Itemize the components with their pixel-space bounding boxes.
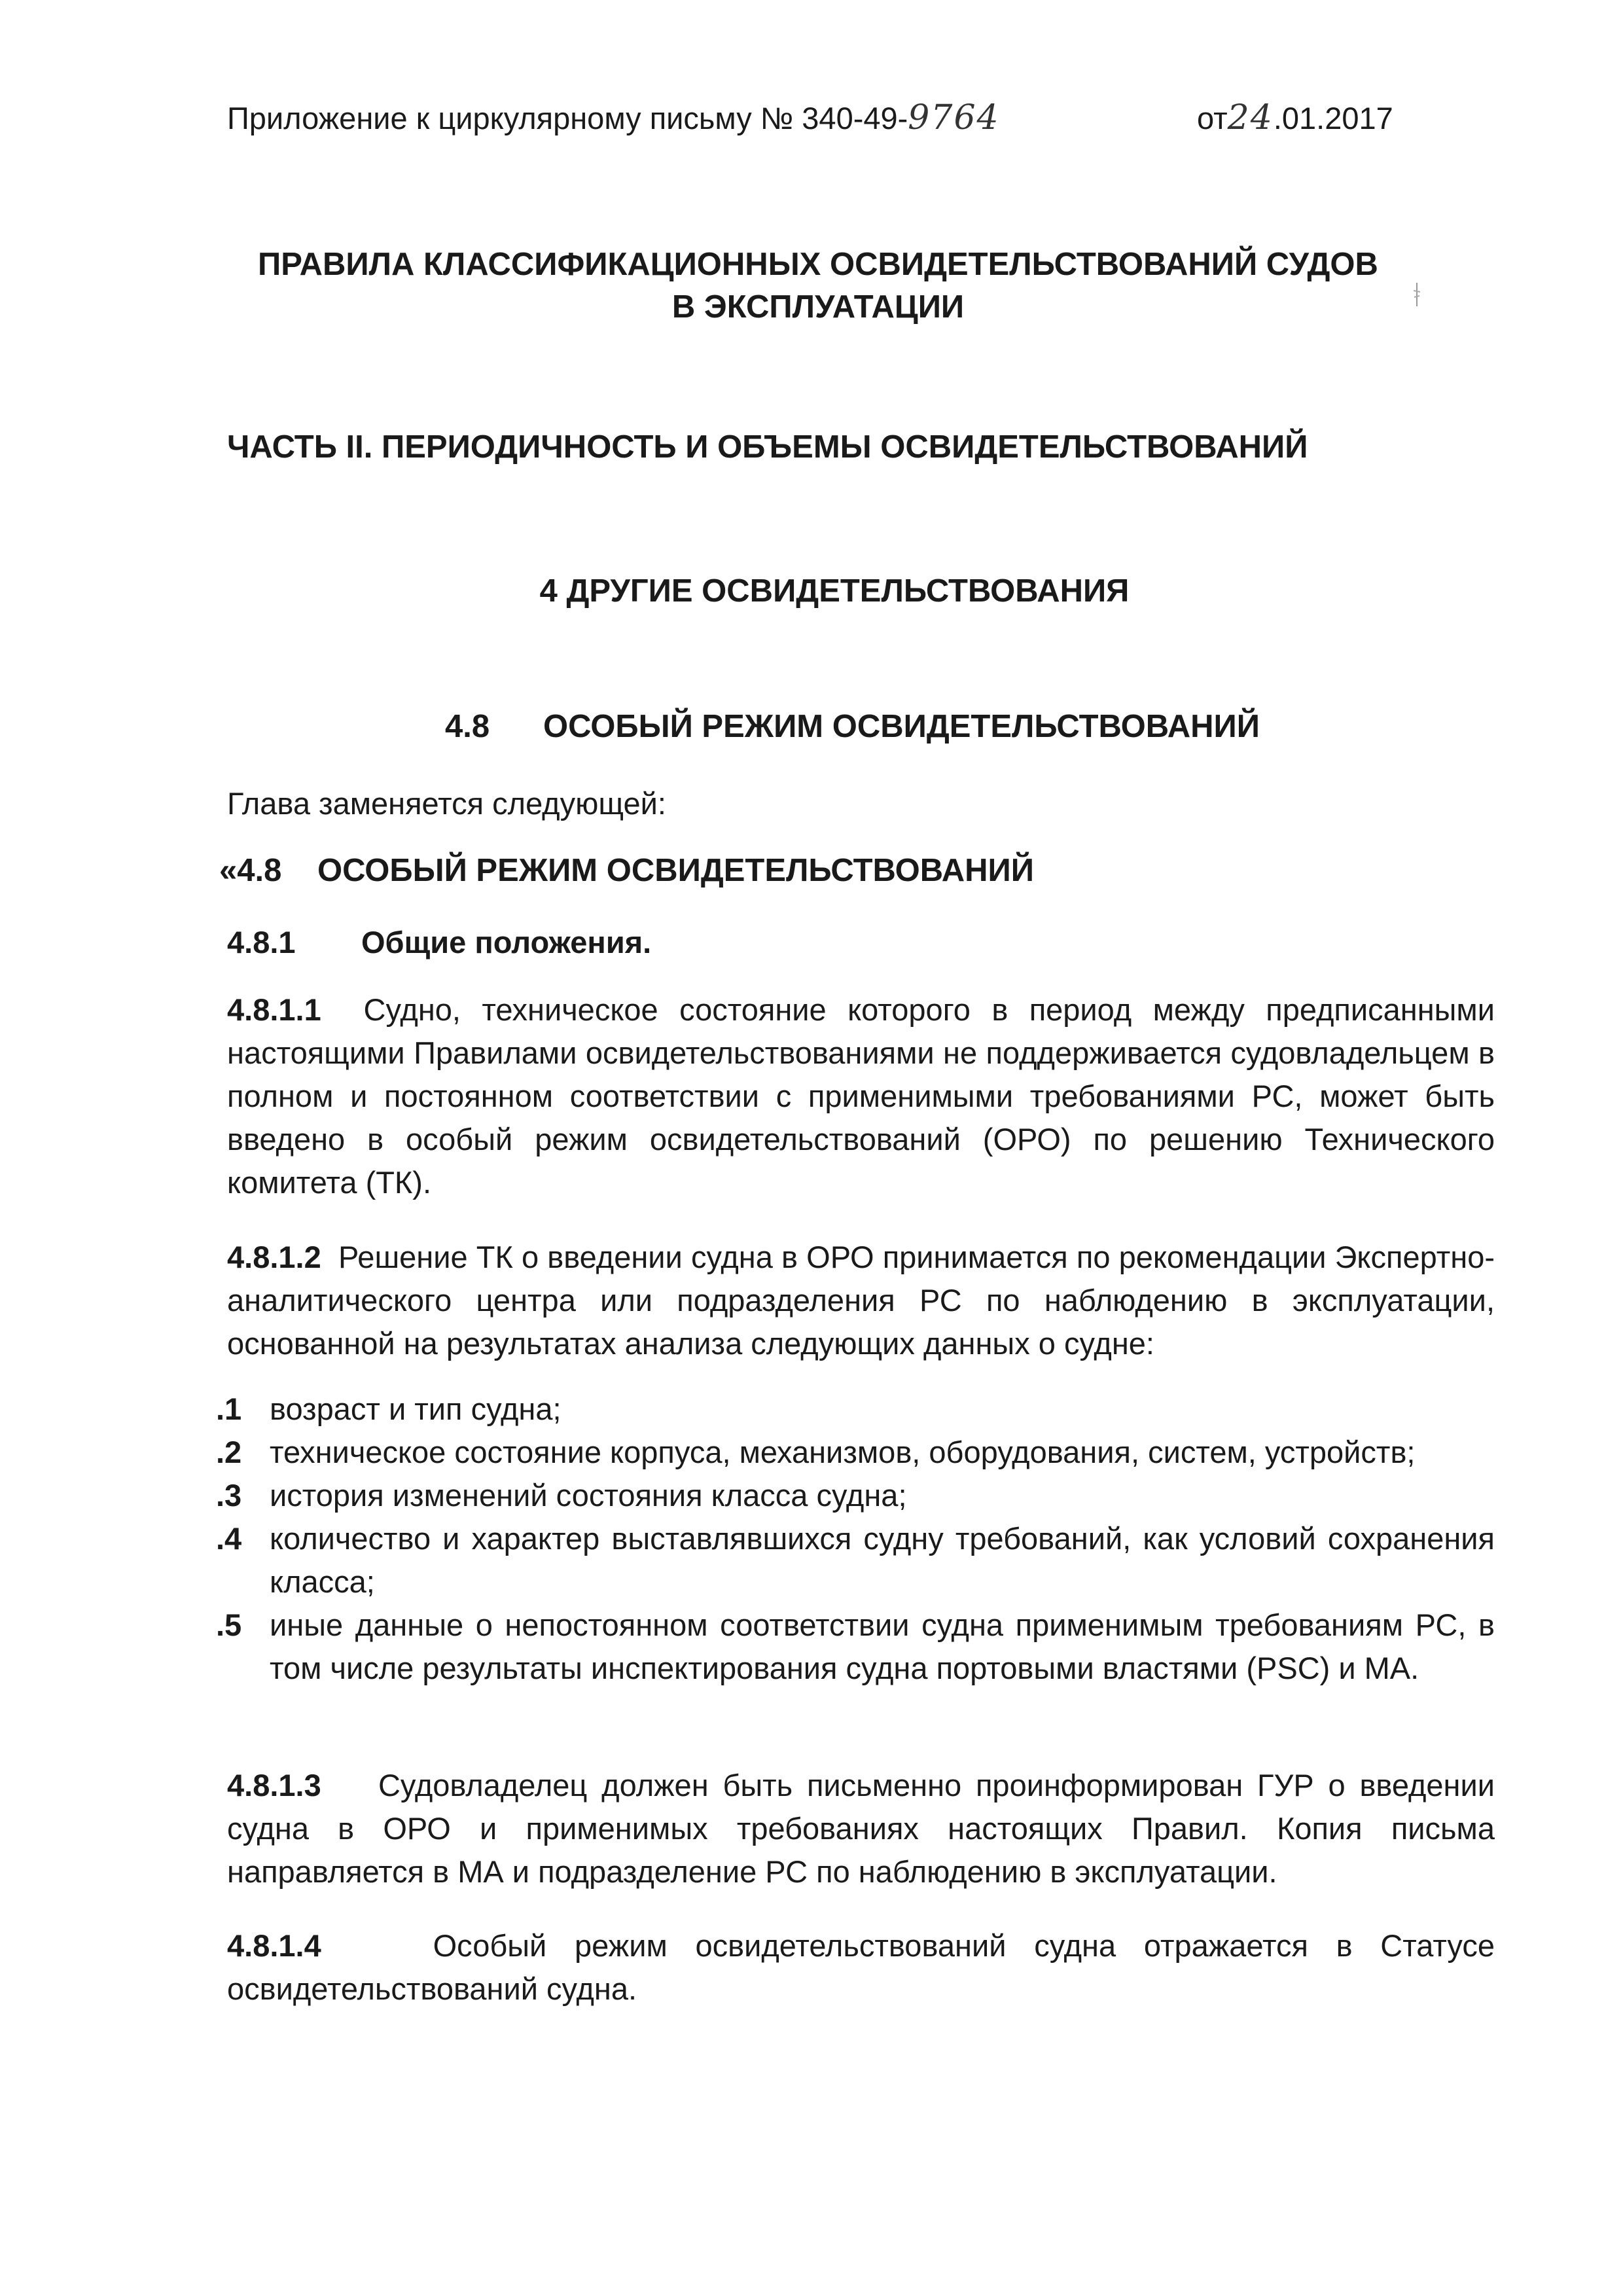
date-rest: .01.2017 [1273, 101, 1393, 135]
paragraph-number: 4.8.1.4 [227, 1928, 321, 1963]
list-item-text: история изменений состояния класса судна; [270, 1478, 907, 1513]
list-item [216, 1474, 1495, 1517]
quoted-subsection-heading [219, 852, 1034, 889]
part-heading: ЧАСТЬ II. ПЕРИОДИЧНОСТЬ И ОБЪЕМЫ ОСВИДЕТЕЛЬСТВОВАНИЙ [227, 429, 1308, 465]
quoted-subsection-title: ОСОБЫЙ РЕЖИМ ОСВИДЕТЕЛЬСТВОВАНИЙ [317, 853, 1034, 888]
paragraph-4-8-1-2 [227, 1236, 1495, 1365]
subsection-title: ОСОБЫЙ РЕЖИМ ОСВИДЕТЕЛЬСТВОВАНИЙ [543, 709, 1260, 744]
list-item-marker: .5 [216, 1607, 242, 1642]
paragraph-number: 4.8.1.1 [227, 992, 321, 1027]
document-title [196, 243, 1440, 329]
header-text: Приложение к циркулярному письму № 340-49- [227, 101, 908, 135]
title-line-2: В ЭКСПЛУАТАЦИИ [671, 289, 965, 325]
paragraph-text: Судовладелец должен быть письменно проинформирован ГУР о введении судна в ОРО и применимых требованиях настоящих Правил. Копия письма направляется в МА и подразделение РС по наблюдению в эксплуатации. [227, 1768, 1495, 1889]
paragraph-4-8-1-3 [227, 1764, 1495, 1893]
subsection-heading [445, 708, 1260, 745]
list-item-text: возраст и тип судна; [270, 1391, 562, 1426]
paragraph-text: Особый режим освидетельствований судна отражается в Статусе освидетельствований судна. [227, 1928, 1495, 2006]
paragraph-number: 4.8.1.3 [227, 1768, 321, 1803]
list-item-marker: .3 [216, 1478, 242, 1513]
list-item [216, 1517, 1495, 1604]
intro-text: Глава заменяется следующей: [227, 786, 666, 821]
handwritten-date-day: 24 [1227, 98, 1274, 137]
list-item [216, 1431, 1495, 1474]
paragraph-text: Судно, техническое состояние которого в период между предписанными настоящими Правилами освидетельствованиями не поддерживается судовладельцем в полном и постоянном соответствии с применимыми требованиями РС, может быть введено в особый режим освидетельствований (ОРО) по решению Технического комитета (ТК). [227, 992, 1495, 1200]
handwritten-letter-number: 9764 [908, 98, 1000, 137]
paragraph-text: Решение ТК о введении судна в ОРО принимается по рекомендации Экспертно-аналитического центра или подразделения РС по наблюдению в эксплуатации, основанной на результатах анализа следующих данных о судне: [227, 1240, 1495, 1361]
general-provisions-heading [227, 924, 651, 960]
list-item-marker: .4 [216, 1521, 242, 1556]
subsection-number: 4.8 [445, 709, 490, 744]
list-item-text: техническое состояние корпуса, механизмов, оборудования, систем, устройств; [270, 1435, 1416, 1469]
criteria-list [216, 1388, 1495, 1690]
header-date [1197, 98, 1393, 137]
title-line-1: ПРАВИЛА КЛАССИФИКАЦИОННЫХ ОСВИДЕТЕЛЬСТВОВАНИЙ СУДОВ [258, 247, 1378, 282]
list-item [216, 1604, 1495, 1690]
list-item-text: иные данные о непостоянном соответствии судна применимым требованиям РС, в том числе результаты инспектирования судна портовыми властями (PSC) и МА. [270, 1607, 1495, 1685]
list-item-marker: .2 [216, 1435, 242, 1469]
section-heading: 4 ДРУГИЕ ОСВИДЕТЕЛЬСТВОВАНИЯ [539, 573, 1130, 609]
paragraph-number: 4.8.1.2 [227, 1240, 321, 1274]
quoted-subsection-number: «4.8 [219, 853, 282, 888]
document-header [227, 98, 1425, 137]
paragraph-4-8-1-1 [227, 988, 1495, 1204]
list-item-text: количество и характер выставлявшихся судну требований, как условий сохранения класса; [270, 1521, 1495, 1599]
date-prefix: от [1197, 101, 1228, 135]
list-item-marker: .1 [216, 1391, 242, 1426]
ink-blot [1412, 281, 1421, 308]
general-provisions-number: 4.8.1 [227, 925, 296, 960]
list-item [216, 1388, 1495, 1431]
general-provisions-title: Общие положения. [361, 925, 652, 960]
paragraph-4-8-1-4 [227, 1924, 1495, 2011]
